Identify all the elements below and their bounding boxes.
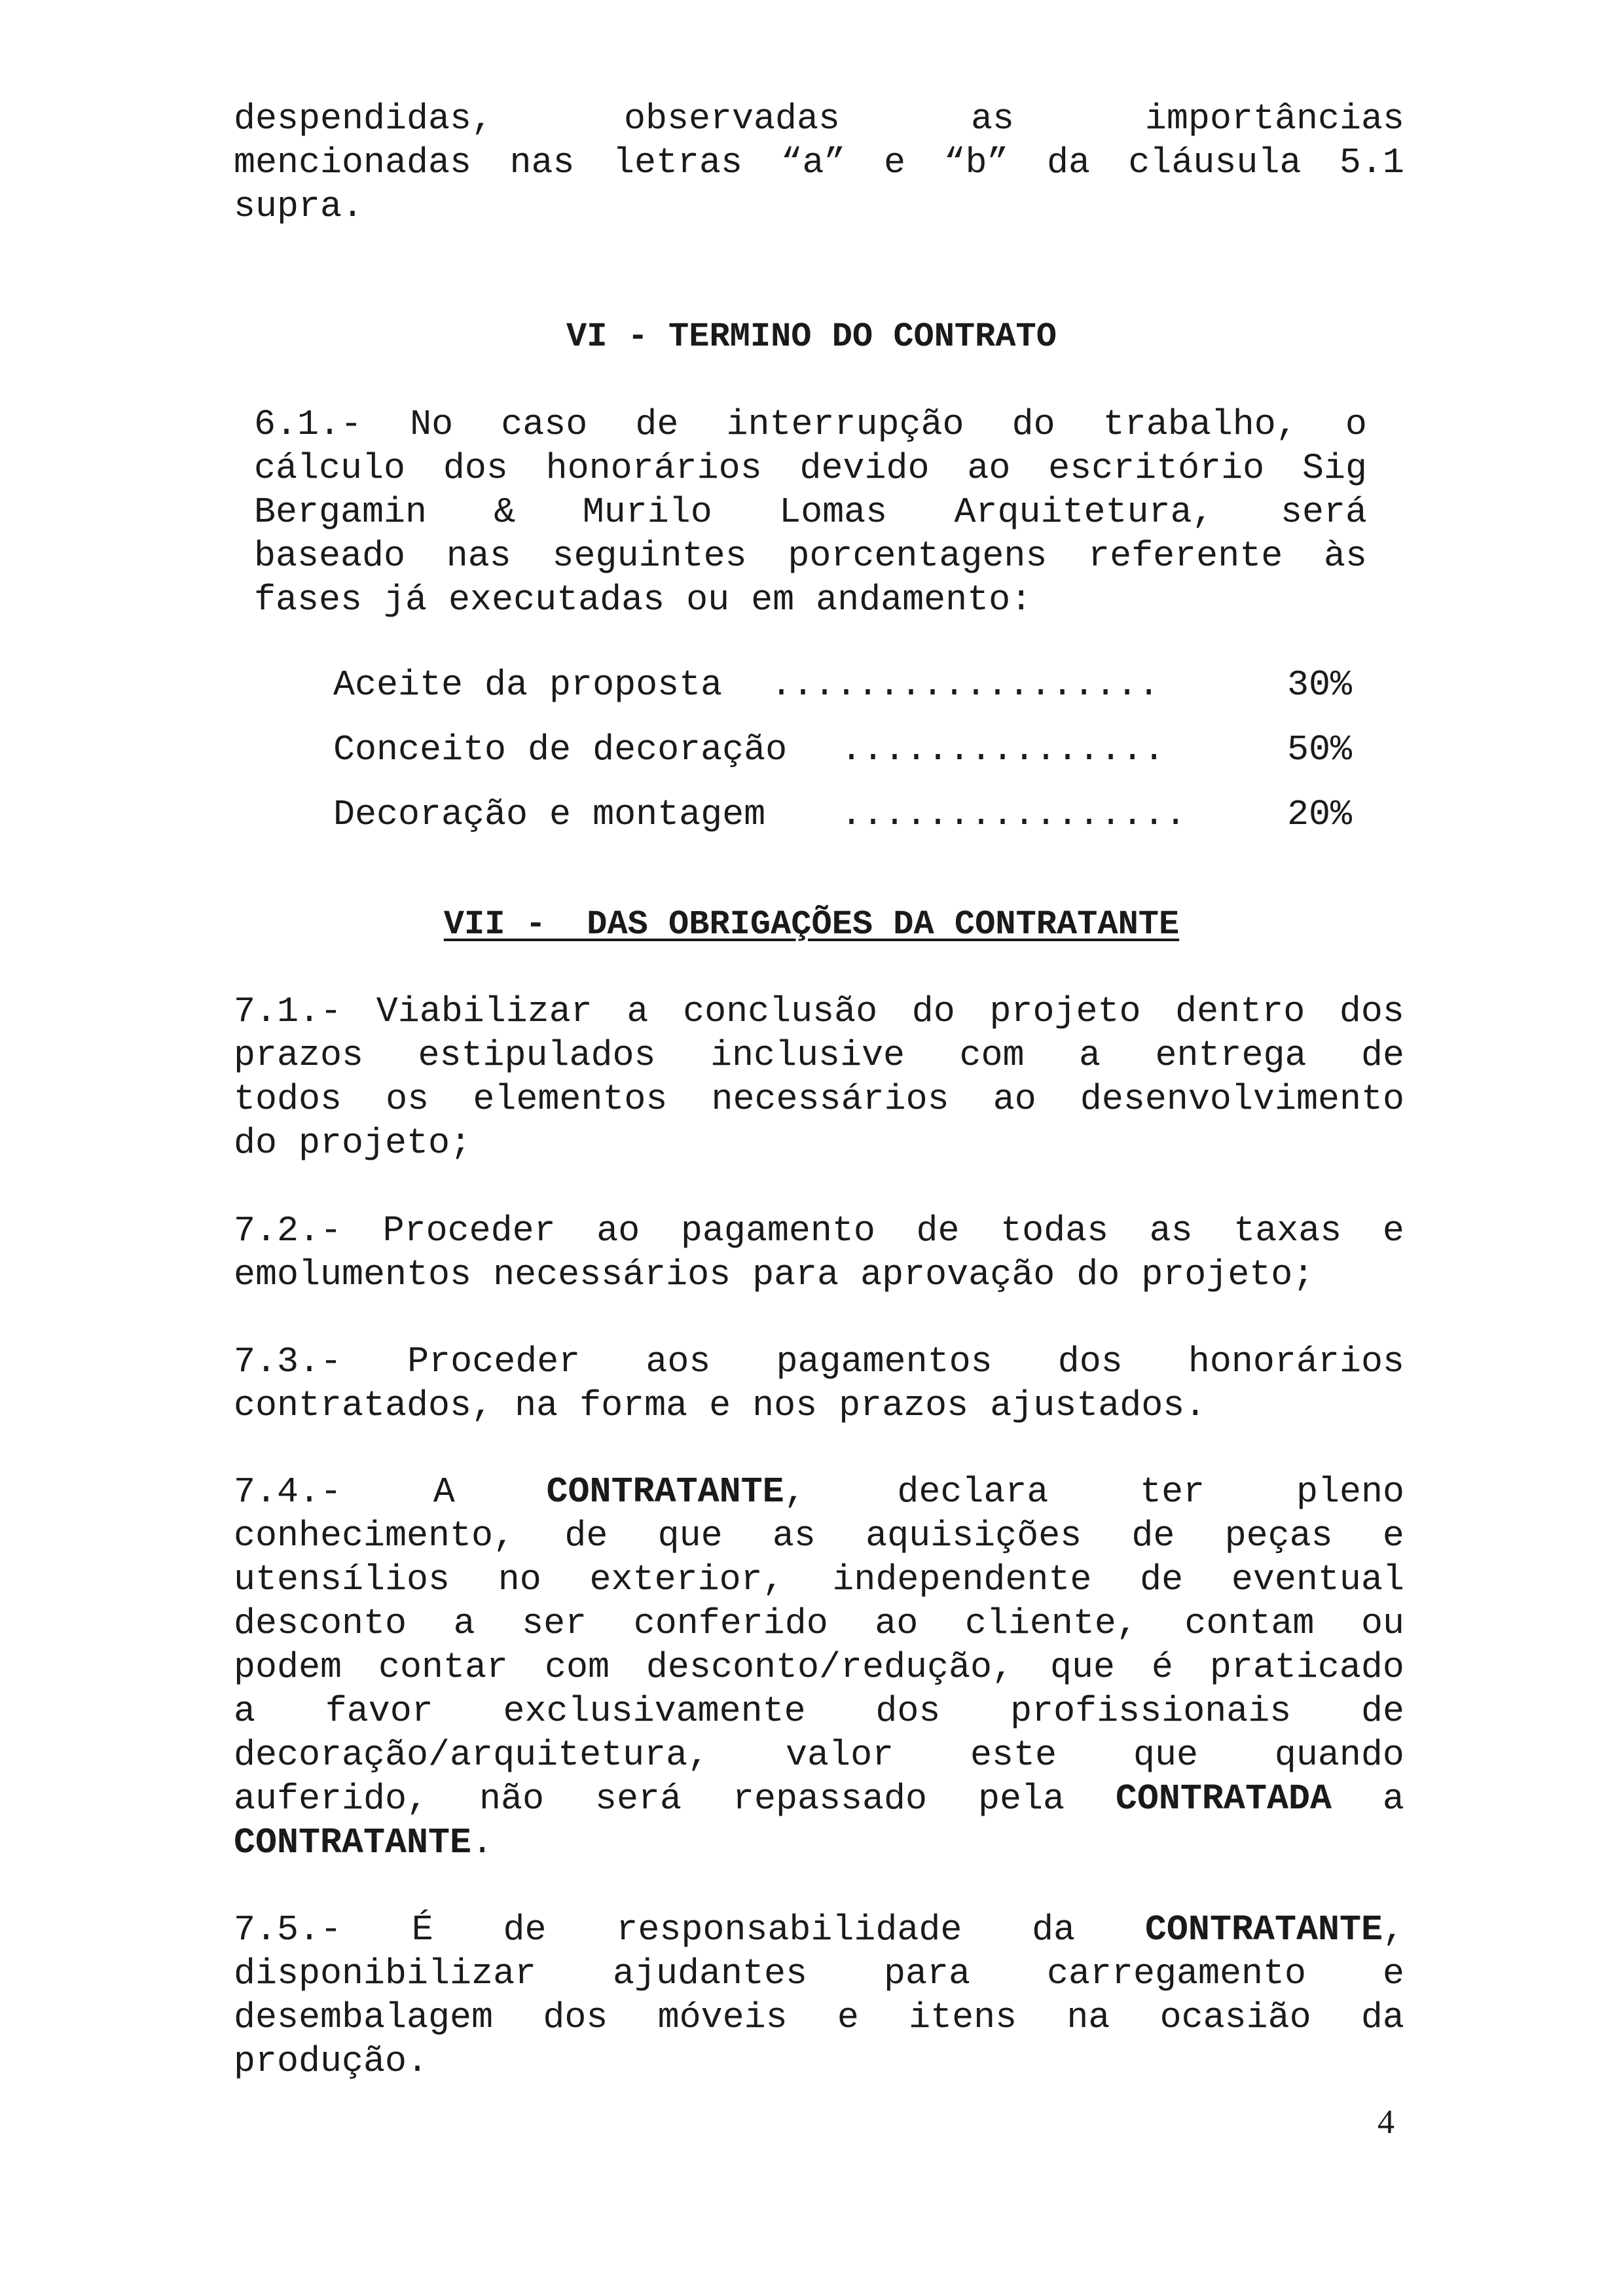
text-line: [234, 1821, 1404, 1865]
text-line: [234, 1340, 1404, 1384]
word: Viabilizar: [376, 991, 593, 1032]
word: aquisições: [866, 1515, 1082, 1556]
word: fases já executadas ou em andamento:: [254, 579, 1032, 620]
word: os: [386, 1079, 429, 1120]
word: supra.: [234, 186, 364, 227]
word: de: [1360, 1691, 1404, 1732]
word: e: [837, 1997, 859, 2038]
word: conferido: [633, 1603, 828, 1644]
word: seguintes: [552, 535, 747, 577]
punctuation: ,: [1382, 1909, 1404, 1950]
word: valor: [786, 1734, 894, 1776]
word: A: [433, 1471, 455, 1513]
text-line: [234, 1645, 1404, 1689]
word: podem: [234, 1647, 342, 1688]
word: cálculo: [254, 448, 406, 489]
word: que: [1049, 1647, 1115, 1688]
word: desenvolvimento: [1080, 1079, 1404, 1120]
word: contam: [1184, 1603, 1315, 1644]
word: emolumentos necessários para aprovação do projeto;: [234, 1254, 1315, 1295]
contratante-term: [547, 1470, 806, 1514]
word: É: [411, 1909, 433, 1950]
section-6-heading-text: VI - TERMINO DO CONTRATO: [566, 317, 1057, 356]
text-line: [234, 1514, 1404, 1558]
text-line: [234, 2039, 1404, 2083]
word: de: [564, 1515, 608, 1556]
word: “a”: [780, 142, 846, 183]
word: carregamento: [1046, 1953, 1307, 1994]
word: Proceder: [382, 1210, 556, 1251]
word: Bergamin: [254, 492, 428, 533]
word: utensílios: [234, 1559, 450, 1600]
word: responsabilidade: [616, 1909, 962, 1950]
text-line: [234, 1209, 1404, 1253]
word: declara: [897, 1471, 1049, 1513]
text-line: [234, 1470, 1404, 1514]
word: do: [1012, 404, 1055, 445]
text-line: [234, 1733, 1404, 1777]
text-line: [234, 1033, 1404, 1077]
punctuation: .: [471, 1822, 494, 1863]
word: ajudantes: [613, 1953, 808, 1994]
word: ser: [522, 1603, 587, 1644]
text-line: [234, 1602, 1404, 1645]
word: ao: [967, 448, 1011, 489]
word: contar: [378, 1647, 509, 1688]
text-line: [234, 141, 1404, 185]
fee-label: Conceito de decoração: [333, 729, 788, 770]
word: de: [503, 1909, 547, 1950]
word: importâncias: [1144, 98, 1404, 139]
contratante-bold: CONTRATANTE: [1144, 1909, 1383, 1950]
clause-7-2: [234, 1209, 1404, 1297]
contratante-bold: CONTRATANTE: [546, 1471, 784, 1513]
word: é: [1151, 1647, 1173, 1688]
word: de: [635, 404, 679, 445]
text-line: [234, 1952, 1404, 1996]
word: as: [970, 98, 1014, 139]
word: desconto/redução,: [646, 1647, 1014, 1688]
clause-7-5: [234, 1908, 1404, 2083]
contratante-bold: CONTRATANTE: [234, 1822, 472, 1863]
text-line: [234, 97, 1404, 141]
word: profissionais: [1010, 1691, 1292, 1732]
text-line: [254, 446, 1367, 490]
word: devido: [799, 448, 930, 489]
word: escritório: [1048, 448, 1265, 489]
text-line: [234, 1121, 1404, 1165]
fee-leader-dots: ..................: [771, 664, 1160, 706]
word: a: [1382, 1778, 1404, 1820]
word: da: [1032, 1909, 1076, 1950]
word: decoração/arquitetura,: [234, 1734, 710, 1776]
word: a: [1079, 1035, 1101, 1076]
word: estipulados: [418, 1035, 656, 1076]
word: 7.1.-: [234, 991, 342, 1032]
word: aos: [646, 1341, 711, 1382]
word: às: [1323, 535, 1367, 577]
word: exclusivamente: [503, 1691, 806, 1732]
word: conclusão: [683, 991, 878, 1032]
word: taxas: [1233, 1210, 1342, 1251]
word: todos: [234, 1079, 342, 1120]
section-6-heading: [0, 315, 1623, 359]
word: porcentagens: [788, 535, 1048, 577]
word: a: [453, 1603, 475, 1644]
word: e: [1382, 1210, 1404, 1251]
word: “b”: [943, 142, 1009, 183]
word: ao: [596, 1210, 640, 1251]
word: produção.: [234, 2041, 429, 2082]
word: dos: [543, 1997, 608, 2038]
word: as: [1149, 1210, 1193, 1251]
word: que: [1133, 1734, 1198, 1776]
fee-label: Aceite da proposta: [333, 664, 723, 706]
word: dos: [1339, 991, 1404, 1032]
word: todas: [1000, 1210, 1109, 1251]
word: cláusula: [1128, 142, 1302, 183]
fee-row-decoracao: [333, 793, 1352, 836]
word: elementos: [473, 1079, 668, 1120]
word: Proceder: [407, 1341, 581, 1382]
word: observadas: [624, 98, 841, 139]
text-line: [234, 1777, 1404, 1821]
text-line: [254, 578, 1367, 622]
word: de: [916, 1210, 960, 1251]
word: caso: [501, 404, 588, 445]
word: honorários: [545, 448, 762, 489]
word: e: [1382, 1953, 1404, 1994]
word: dos: [1057, 1341, 1123, 1382]
text-line: [234, 1253, 1404, 1297]
text-line: [234, 1384, 1404, 1427]
fee-leader-dots: ...............: [841, 729, 1165, 770]
word: 7.5.-: [234, 1909, 342, 1950]
word: desconto: [234, 1603, 407, 1644]
word: pleno: [1296, 1471, 1404, 1513]
word: ao: [875, 1603, 919, 1644]
word: este: [970, 1734, 1057, 1776]
fee-leader-dots: ................: [841, 794, 1187, 835]
word: conhecimento,: [234, 1515, 515, 1556]
word: prazos: [234, 1035, 364, 1076]
word: ocasião: [1159, 1997, 1311, 2038]
word: de: [1360, 1035, 1404, 1076]
clause-7-4: [234, 1470, 1404, 1865]
word: eventual: [1231, 1559, 1404, 1600]
text-line: [254, 403, 1367, 446]
word: inclusive: [710, 1035, 905, 1076]
word: disponibilizar: [234, 1953, 537, 1994]
word: nas: [446, 535, 511, 577]
word: será: [1280, 492, 1367, 533]
fee-row-conceito: [333, 728, 1352, 772]
word: ter: [1140, 1471, 1205, 1513]
word: e: [883, 142, 905, 183]
word: No: [410, 404, 454, 445]
word: na: [1067, 1997, 1110, 2038]
word: necessários: [711, 1079, 949, 1120]
fee-percent: 30%: [1286, 664, 1352, 706]
word: pela: [977, 1778, 1065, 1820]
contratante-term: [1145, 1908, 1404, 1952]
word: 7.2.-: [234, 1210, 342, 1251]
text-line: [234, 1558, 1404, 1602]
word: da: [1046, 142, 1090, 183]
word: repassado: [732, 1778, 927, 1820]
fee-row-aceite: [333, 663, 1352, 707]
word: para: [883, 1953, 971, 1994]
text-line: [234, 1908, 1404, 1952]
word: Arquitetura,: [954, 492, 1214, 533]
word: exterior,: [589, 1559, 784, 1600]
word: móveis: [657, 1997, 788, 2038]
punctuation: ,: [784, 1471, 806, 1513]
word: itens: [909, 1997, 1017, 2038]
word: quando: [1274, 1734, 1404, 1776]
word: 6.1.-: [254, 404, 363, 445]
fee-percent: 50%: [1286, 729, 1352, 770]
word: dentro: [1175, 991, 1305, 1032]
word: 7.3.-: [234, 1341, 342, 1382]
word: pagamento: [680, 1210, 875, 1251]
word: pagamentos: [776, 1341, 993, 1382]
word: será: [594, 1778, 682, 1820]
word: honorários: [1188, 1341, 1404, 1382]
word: 7.4.-: [234, 1471, 342, 1513]
word: praticado: [1209, 1647, 1404, 1688]
section-7-heading-text: VII - DAS OBRIGAÇÕES DA CONTRATANTE: [443, 905, 1180, 944]
text-line: [234, 990, 1404, 1033]
word: projeto: [989, 991, 1141, 1032]
text-line: [254, 490, 1367, 534]
contratada-bold: CONTRATADA: [1115, 1778, 1332, 1820]
word: dos: [875, 1691, 941, 1732]
text-line: [234, 185, 1404, 228]
word: a: [627, 991, 649, 1032]
word: de: [1140, 1559, 1184, 1600]
intro-paragraph: [234, 97, 1404, 228]
word: despendidas,: [234, 98, 494, 139]
fee-label: Decoração e montagem: [333, 794, 766, 835]
word: que: [657, 1515, 723, 1556]
word: interrupção: [726, 404, 964, 445]
word: com: [959, 1035, 1025, 1076]
word: nas: [509, 142, 575, 183]
word: o: [1345, 404, 1367, 445]
word: trabalho,: [1103, 404, 1298, 445]
word: referente: [1088, 535, 1283, 577]
word: mencionadas: [234, 142, 472, 183]
word: ou: [1360, 1603, 1404, 1644]
word: independente: [832, 1559, 1092, 1600]
word: com: [544, 1647, 610, 1688]
word: cliente,: [964, 1603, 1138, 1644]
page-number: 4: [1377, 2104, 1395, 2141]
clause-7-1: [234, 990, 1404, 1165]
word: e: [1382, 1515, 1404, 1556]
word: letras: [613, 142, 743, 183]
text-line: [234, 1077, 1404, 1121]
word: favor: [325, 1691, 433, 1732]
word: Sig: [1302, 448, 1367, 489]
clause-6-1: [254, 403, 1367, 622]
word: desembalagem: [234, 1997, 494, 2038]
word: dos: [443, 448, 508, 489]
word: contratados, na forma e nos prazos ajustados.: [234, 1385, 1207, 1426]
word: &: [494, 492, 516, 533]
word: da: [1360, 1997, 1404, 2038]
clause-7-3: [234, 1340, 1404, 1427]
word: baseado: [254, 535, 406, 577]
word: não: [479, 1778, 545, 1820]
word: de: [1131, 1515, 1175, 1556]
word: a: [234, 1691, 256, 1732]
word: Murilo: [582, 492, 712, 533]
text-line: [234, 1996, 1404, 2039]
word: no: [498, 1559, 541, 1600]
text-line: [254, 534, 1367, 578]
word: Lomas: [779, 492, 888, 533]
word: 5.1: [1339, 142, 1404, 183]
word: do: [911, 991, 955, 1032]
text-line: [234, 1689, 1404, 1733]
word: ao: [993, 1079, 1036, 1120]
word: as: [772, 1515, 816, 1556]
section-7-heading: [0, 903, 1623, 946]
word: entrega: [1155, 1035, 1307, 1076]
word: peças: [1224, 1515, 1333, 1556]
word: auferido,: [234, 1778, 429, 1820]
word: do projeto;: [234, 1122, 472, 1164]
fee-percent: 20%: [1286, 794, 1352, 835]
